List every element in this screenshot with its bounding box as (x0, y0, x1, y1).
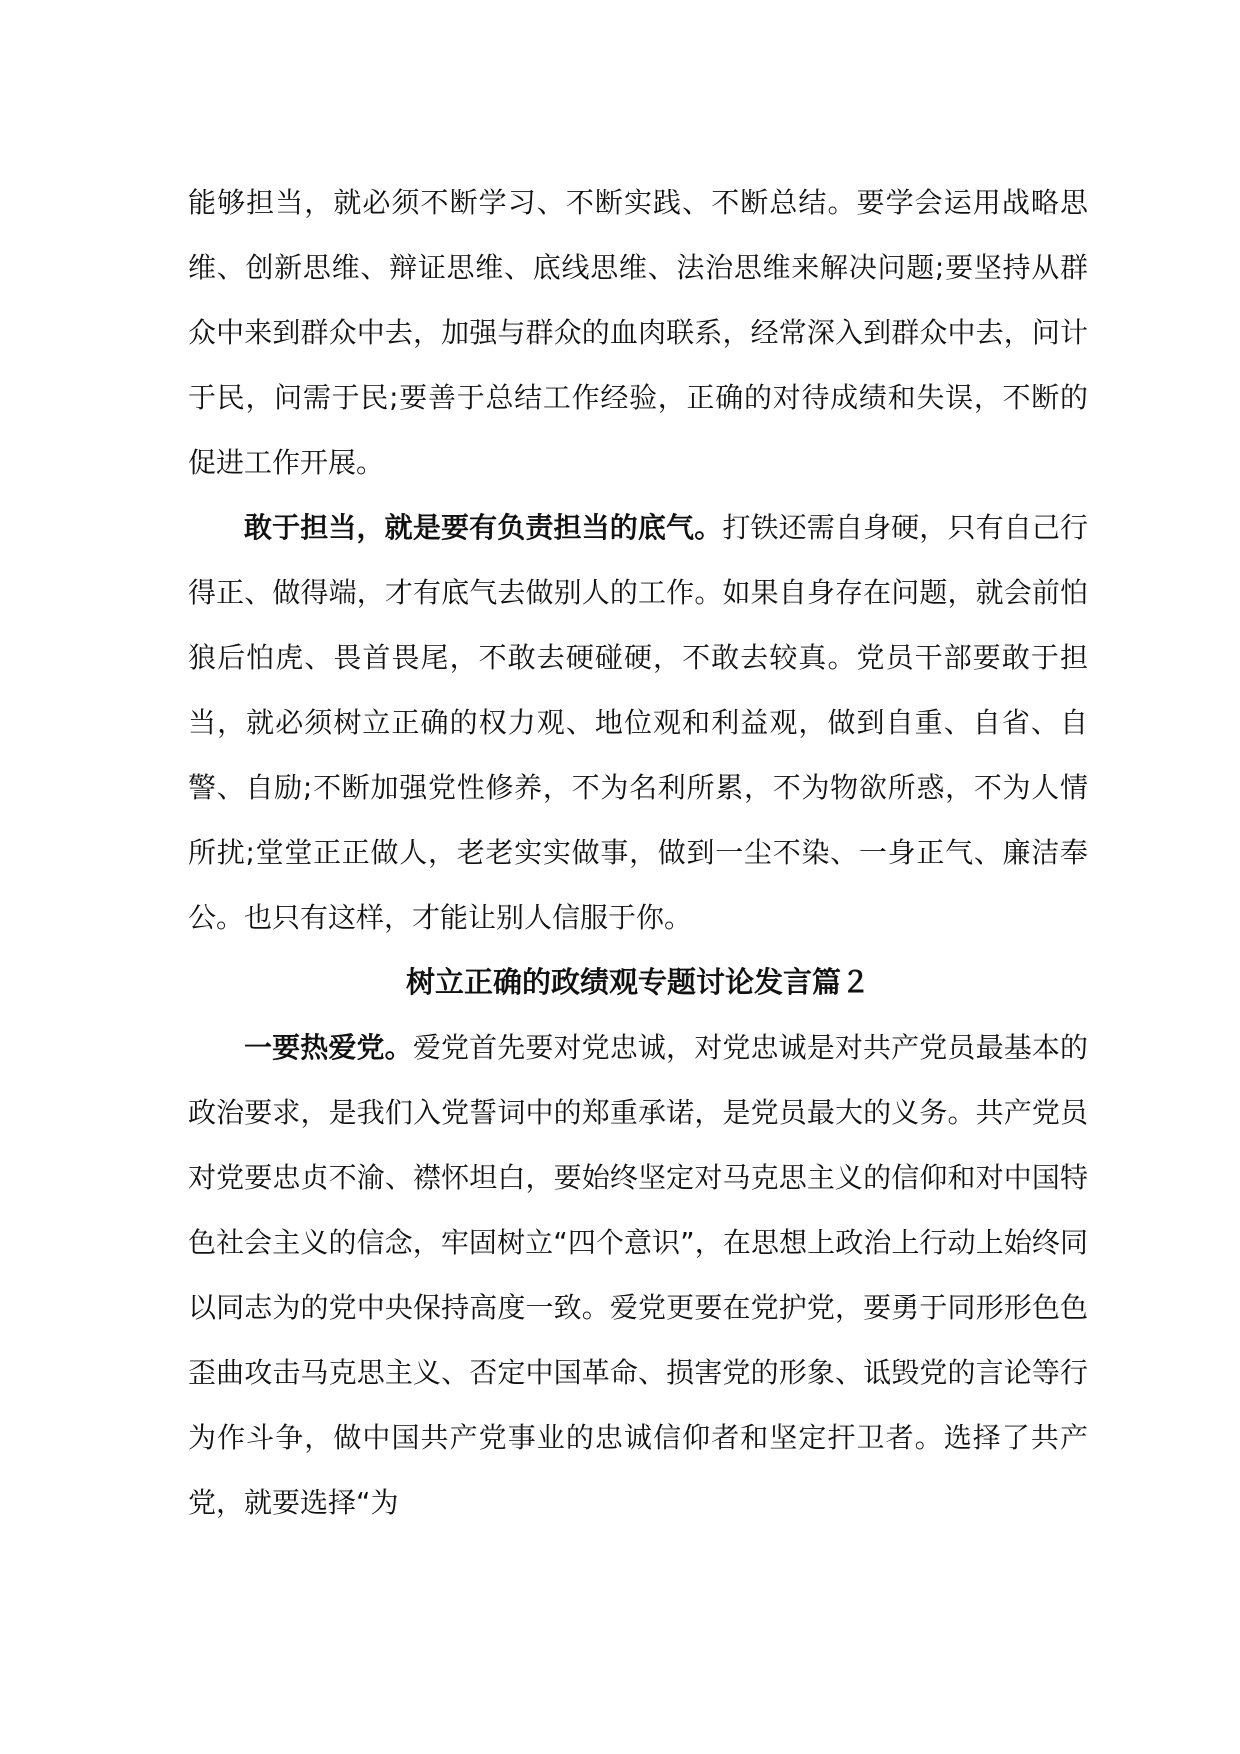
section-heading: 树立正确的政绩观专题讨论发言篇２ (405, 965, 870, 999)
paragraph-lead: 敢于担当，就是要有负责担当的底气。 (244, 511, 723, 544)
paragraph-courage (188, 495, 1088, 950)
paragraph-text: 爱党首先要对党忠诚，对党忠诚是对共产党员最基本的政治要求，是我们入党誓词中的郑重承诺，是党员最大的义务。共产党员对党要忠贞不渝、襟怀坦白，要始终坚定对马克思主义的信仰和对中国特色社会主义的信念，牢固树立“四个意识”，在思想上政治上行动上始终同以同志为的党中央保持高度一致。爱党更要在党护党，要勇于同形形色色歪曲攻击马克思主义、否定中国革命、损害党的形象、诋毁党的言论等行为作斗争，做中国共产党事业的忠诚信仰者和坚定扞卫者。选择了共产党，就要选择“为 (188, 1031, 1088, 1519)
paragraph-continued (188, 170, 1088, 495)
paragraph-text: 打铁还需自身硬，只有自己行得正、做得端，才有底气去做别人的工作。如果自身存在问题，就会前怕狼后怕虎、畏首畏尾，不敢去硬碰硬，不敢去较真。党员干部要敢于担当，就必须树立正确的权力观、地位观和利益观，做到自重、自省、自警、自励;不断加强党性修养，不为名利所累，不为物欲所惑，不为人情所扰;堂堂正正做人，老老实实做事，做到一尘不染、一身正气、廉洁奉公。也只有这样，才能让别人信服于你。 (188, 511, 1088, 934)
document-body (188, 170, 1088, 1535)
paragraph-love-party (188, 1015, 1088, 1535)
paragraph-lead: 一要热爱党。 (244, 1031, 413, 1064)
paragraph-text: 能够担当，就必须不断学习、不断实践、不断总结。要学会运用战略思维、创新思维、辩证思维、底线思维、法治思维来解决问题;要坚持从群众中来到群众中去，加强与群众的血肉联系，经常深入到群众中去，问计于民，问需于民;要善于总结工作经验，正确的对待成绩和失误，不断的促进工作开展。 (188, 186, 1088, 479)
